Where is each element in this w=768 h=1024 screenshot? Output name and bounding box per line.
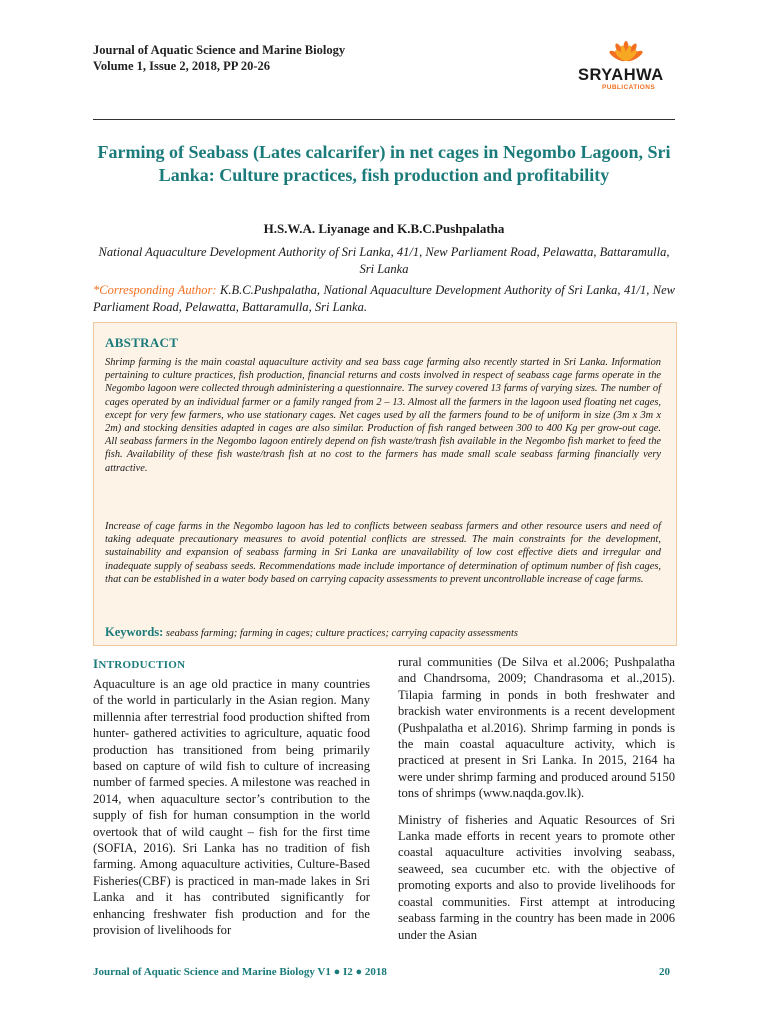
publisher-logo [578,40,682,92]
introduction-right-column [398,654,675,943]
keywords-text: seabass farming; farming in cages; culture practices; carrying capacity assessments [163,628,518,639]
journal-name: Journal of Aquatic Science and Marine Biology [93,43,346,57]
header-divider [93,119,675,120]
abstract-paragraph-1: Shrimp farming is the main coastal aquaculture activity and sea bass cage farming also recently started in Sri Lanka. Information pertaining to culture practices, fish production, financial returns and costs involved in respect of seabass cage farms operate in the Negombo lagoon were collected through administering a questionnaire. The survey covered 13 farms of varying sizes. The number of cages operated by an individual farmer or a family ranged from 2 – 13. Almost all the farmers in the lagoon used floating net cages, except for very few farmers, who use stationary cages. Net cages used by all the farmers found to be of uniform in size (3m x 3m x 2m) and stocking densities adapted in cages are also similar. Production of fish ranged between 300 to 400 Kg per grow-out cage. All seabass farmers in the Negombo lagoon entirely depend on fish waste/trash fish available in the Negombo fish market to feed the fish. Availability of these fish waste/trash fish at no cost to the farmers has made small scale seabass farming financially very attractive. [105,357,661,474]
corresponding-author [93,282,675,316]
article-title: Farming of Seabass (Lates calcarifer) in net cages in Negombo Lagoon, Sri Lanka: Culture practices, fish production and profitability [97,142,671,185]
logo-brand-text: SRYAHWA [578,66,664,84]
logo-sub-text: PUBLICATIONS [602,84,656,91]
author-affiliation: National Aquaculture Development Authority of Sri Lanka, 41/1, New Parliament Road, Pelawatta, Battaramulla, Sri Lanka [98,245,670,276]
corresponding-label: *Corresponding Author: [93,283,217,297]
abstract-box [93,322,677,646]
abstract-paragraph-2: Increase of cage farms in the Negombo lagoon has led to conflicts between seabass farmers and other resource users and need of taking adequate precautionary measures to avoid potential conflicts are stressed. The main constraints for the development, sustainability and expansion of seabass farming in Sri Lanka are unavailability of low cost effective diets and irregular and inadequate supply of seabass seeds. Recommendations made include importance of determination of optimum number of fish cages, that can be established in a water body based on carrying capacity assessments to prevent uncontrollable increase of cage farms. [105,521,661,585]
article-authors: H.S.W.A. Liyanage and K.B.C.Pushpalatha [263,221,505,236]
footer-page-number: 20 [659,966,670,978]
introduction-left-column [93,676,370,939]
introduction-paragraph-right-1: rural communities (De Silva et al.2006; Pushpalatha and Chandrsoma, 2009; Chandrasoma et al.,2015). Tilapia farming in ponds in both freshwater and brackish water environments is a recent development (Pushpalatha et al.2016). Shrimp farming in ponds is the main coastal aquaculture activity, which is practiced at present in Sri Lanka. In 2015, 2164 ha were under shrimp farming and produced around 5150 tons of shrimps (www.naqda.gov.lk). [398,655,675,801]
introduction-paragraph-right-2: Ministry of fisheries and Aquatic Resources of Sri Lanka made efforts in recent years to promote other coastal aquaculture activities involving seabass, seaweed, sea cucumber etc. with the objective of promoting exports and also to provide livelihoods for coastal communities. First attempt at introducing seabass farming in the country has been made in 2006 under the Asian [398,812,675,942]
introduction-paragraph-left: Aquaculture is an age old practice in many countries of the world in particularly in the Asian region. Many millennia after terrestrial food production shifted from hunter- gathered activities to agriculture, aquatic food production has transitioned from being primarily based on capture of wild fish to culture of increasing number of farmed species. A milestone was reached in 2014, when aquaculture sector’s contribution to the supply of fish for human consumption in the world overtook that of wild caught – fish for the first time (SOFIA, 2016). Sri Lanka has no tradition of fish farming. Among aquaculture activities, Culture-Based Fisheries(CBF) is practiced in man-made lakes in Sri Lanka and it has contributed significantly for enhancing freshwater fish production and for the provision of livelihoods for [93,677,370,938]
journal-volume-line: Volume 1, Issue 2, 2018, PP 20-26 [93,59,270,73]
keywords-line [105,625,518,640]
abstract-heading: ABSTRACT [105,335,179,350]
introduction-heading [93,656,185,672]
introduction-heading-rest: NTRODUCTION [98,659,186,671]
footer-journal-ref: Journal of Aquatic Science and Marine Biology V1 ● I2 ● 2018 [93,966,387,978]
corresponding-text: K.B.C.Pushpalatha, National Aquaculture Development Authority of Sri Lanka, 41/1, New Parliament Road, Pelawatta, Battaramulla, Sri Lanka. [93,283,675,314]
introduction-heading-initial: I [93,656,99,671]
keywords-label: Keywords: [105,625,164,639]
